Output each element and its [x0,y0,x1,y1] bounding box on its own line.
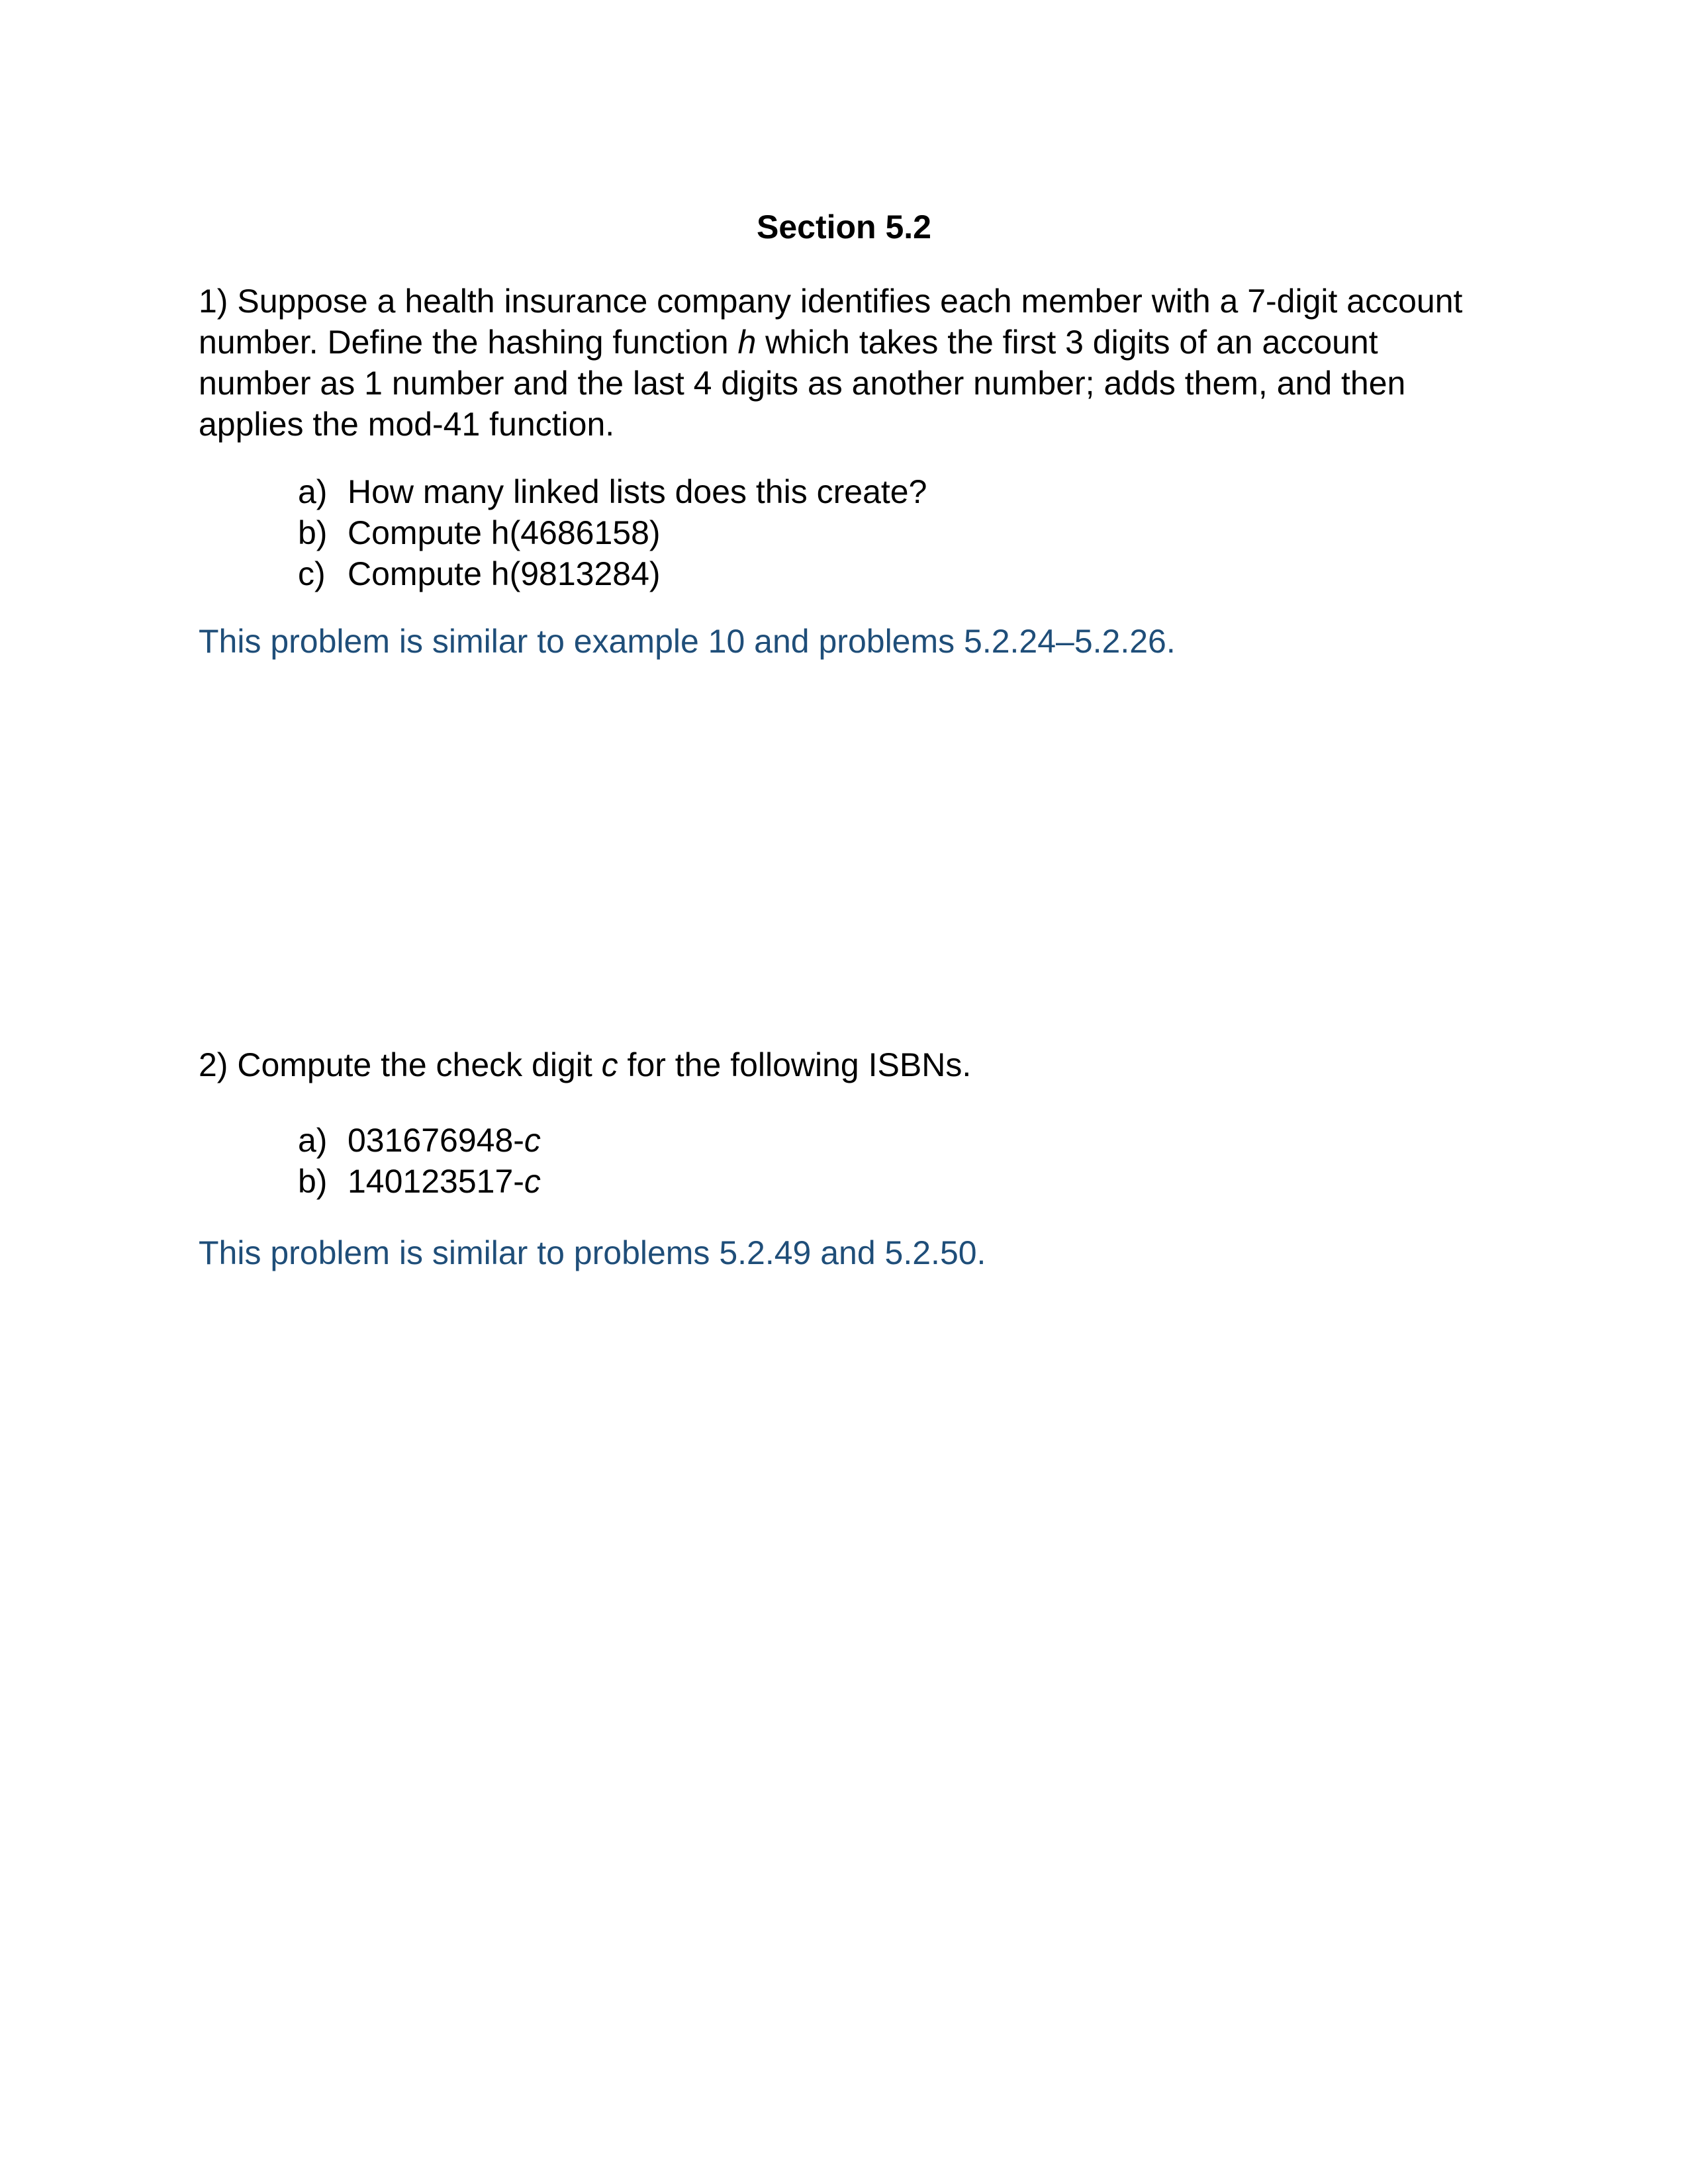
problem-2-list [199,1120,1489,1202]
italic-text-segment: h [737,324,757,361]
list-item-label: c) [298,555,326,592]
list-item [199,1120,1489,1161]
problem-2-similarity-note: This problem is similar to problems 5.2.49 and 5.2.50. [199,1234,986,1271]
list-item-label: b) [298,514,328,551]
problem-1-statement [199,281,1489,445]
text-segment: 031676948- [348,1122,524,1159]
list-item-text [348,1161,541,1202]
text-segment: for the following ISBNs. [618,1046,972,1083]
text-line [199,1044,1489,1085]
list-item-text [348,512,661,553]
text-line [199,281,1489,322]
text-segment: number as 1 number and the last 4 digits as another number; adds them, and then [199,365,1406,402]
list-item-label: a) [298,1122,328,1159]
list-item-label: b) [298,1163,328,1200]
list-item [199,471,1489,512]
italic-text-segment: c [524,1122,541,1159]
problem-1-similarity-note: This problem is similar to example 10 and problems 5.2.24–5.2.26. [199,623,1176,660]
text-segment: 140123517- [348,1163,524,1200]
page-title: Section 5.2 [757,208,931,246]
text-segment: number. Define the hashing function [199,324,738,361]
list-item [199,553,1489,594]
list-item-label: a) [298,473,328,510]
text-line [199,363,1489,404]
text-segment: applies the mod-41 function. [199,406,615,443]
text-segment: 1) Suppose a health insurance company identifies each member with a 7-digit account [199,283,1463,320]
italic-text-segment: c [601,1046,618,1083]
text-segment: which takes the first 3 digits of an account [756,324,1378,361]
text-line [199,404,1489,445]
list-item-text [348,471,927,512]
list-item-text [348,1120,541,1161]
problem-2-statement [199,1044,1489,1085]
list-item [199,1161,1489,1202]
problem-1-list [199,471,1489,594]
list-item-text [348,553,661,594]
text-segment: Compute h(9813284) [348,555,661,592]
text-line [199,322,1489,363]
italic-text-segment: c [524,1163,541,1200]
text-segment: 2) Compute the check digit [199,1046,602,1083]
text-segment: Compute h(4686158) [348,514,661,551]
text-segment: How many linked lists does this create? [348,473,927,510]
list-item [199,512,1489,553]
